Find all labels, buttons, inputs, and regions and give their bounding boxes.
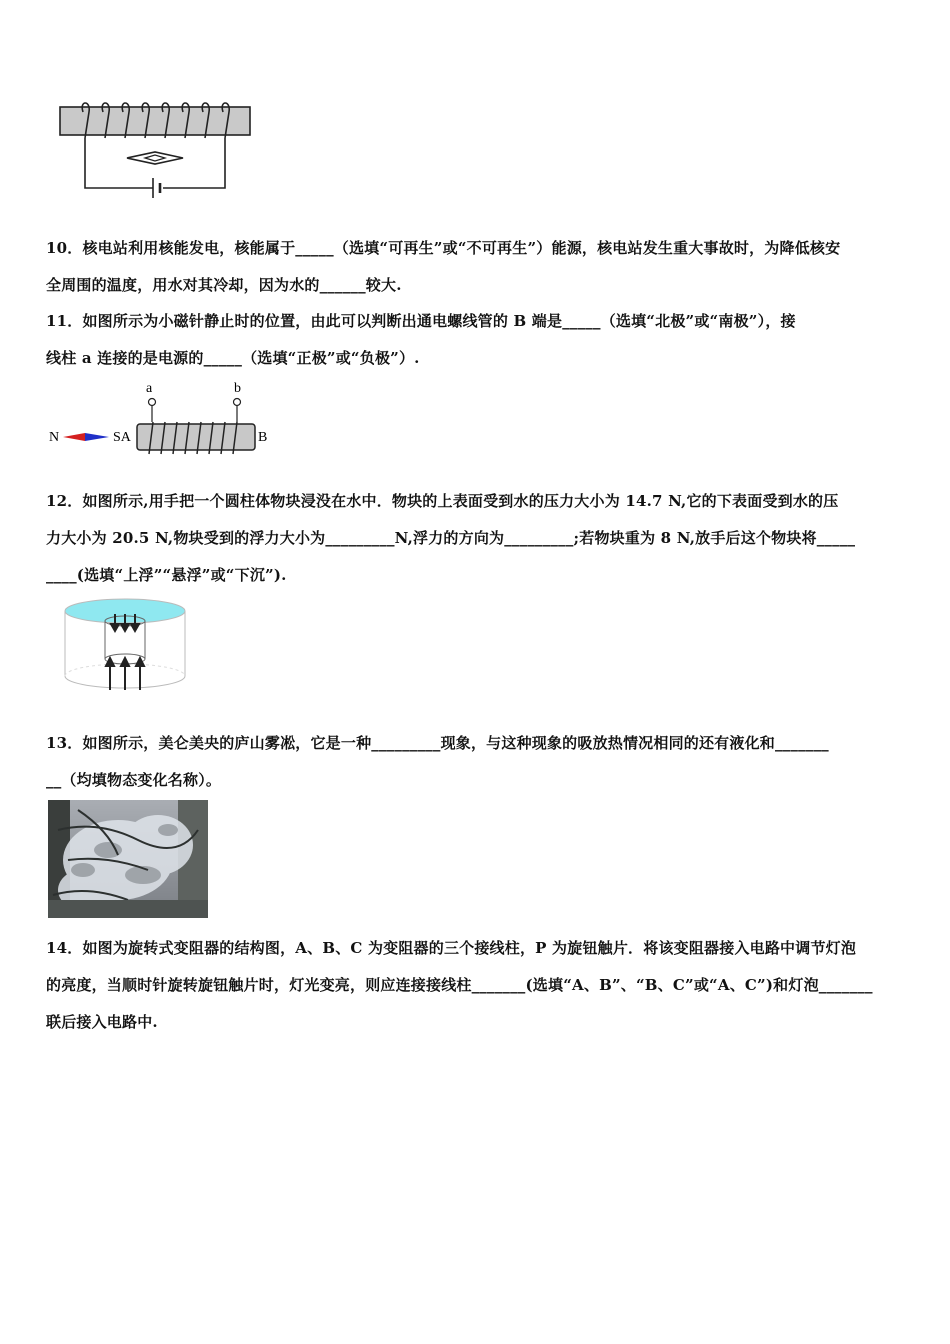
q12-line-1: 12．如图所示,用手把一个圆柱体物块浸没在水中．物块的上表面受到水的压力大小为 14.7 N,它的下表面受到水的压 [46,492,839,510]
label-b: b [234,381,241,396]
buoyancy-cylinder-figure [60,596,195,694]
q12-line-3: ____(选填“上浮”“悬浮”或“下沉”). [46,566,287,584]
label-sa: SA [113,430,131,445]
compass-solenoid-figure [45,378,285,463]
label-end-b: B [258,430,268,445]
q14-line-2: 的亮度，当顺时针旋转旋钮触片时，灯光变亮，则应连接接线柱_______(选填“A、B”、“B、C”或“A、C”)和灯泡_______ [46,976,873,994]
q11-line-2: 线柱 a 连接的是电源的_____（选填“正极”或“负极”）. [46,349,420,367]
q10-line-2: 全周围的温度，用水对其冷却，因为水的______较大. [46,276,402,294]
q12-line-2: 力大小为 20.5 N,物块受到的浮力大小为_________N,浮力的方向为_________;若物块重为 8 N,放手后这个物块将_____ [46,529,856,547]
label-a: a [146,381,153,396]
rime-frost-photo [48,800,208,918]
q13-line-2: __（均填物态变化名称）。 [46,771,222,789]
q14-line-1: 14．如图为旋转式变阻器的结构图，A、B、C 为变阻器的三个接线柱，P 为旋钮触片．将该变阻器接入电路中调节灯泡 [46,939,857,957]
q10-line-1: 10．核电站利用核能发电，核能属于_____（选填“可再生”或“不可再生”）能源，核电站发生重大事故时，为降低核安 [46,239,841,257]
label-n: N [49,430,60,445]
q13-line-1: 13．如图所示，美仑美央的庐山雾凇，它是一种_________现象，与这种现象的吸放热情况相同的还有液化和_______ [46,734,829,752]
q14-line-3: 联后接入电路中. [46,1013,158,1031]
solenoid-circuit-figure [55,98,260,203]
q11-line-1: 11．如图所示为小磁针静止时的位置，由此可以判断出通电螺线管的 B 端是_____（选填“北极”或“南极”），接 [46,312,796,330]
